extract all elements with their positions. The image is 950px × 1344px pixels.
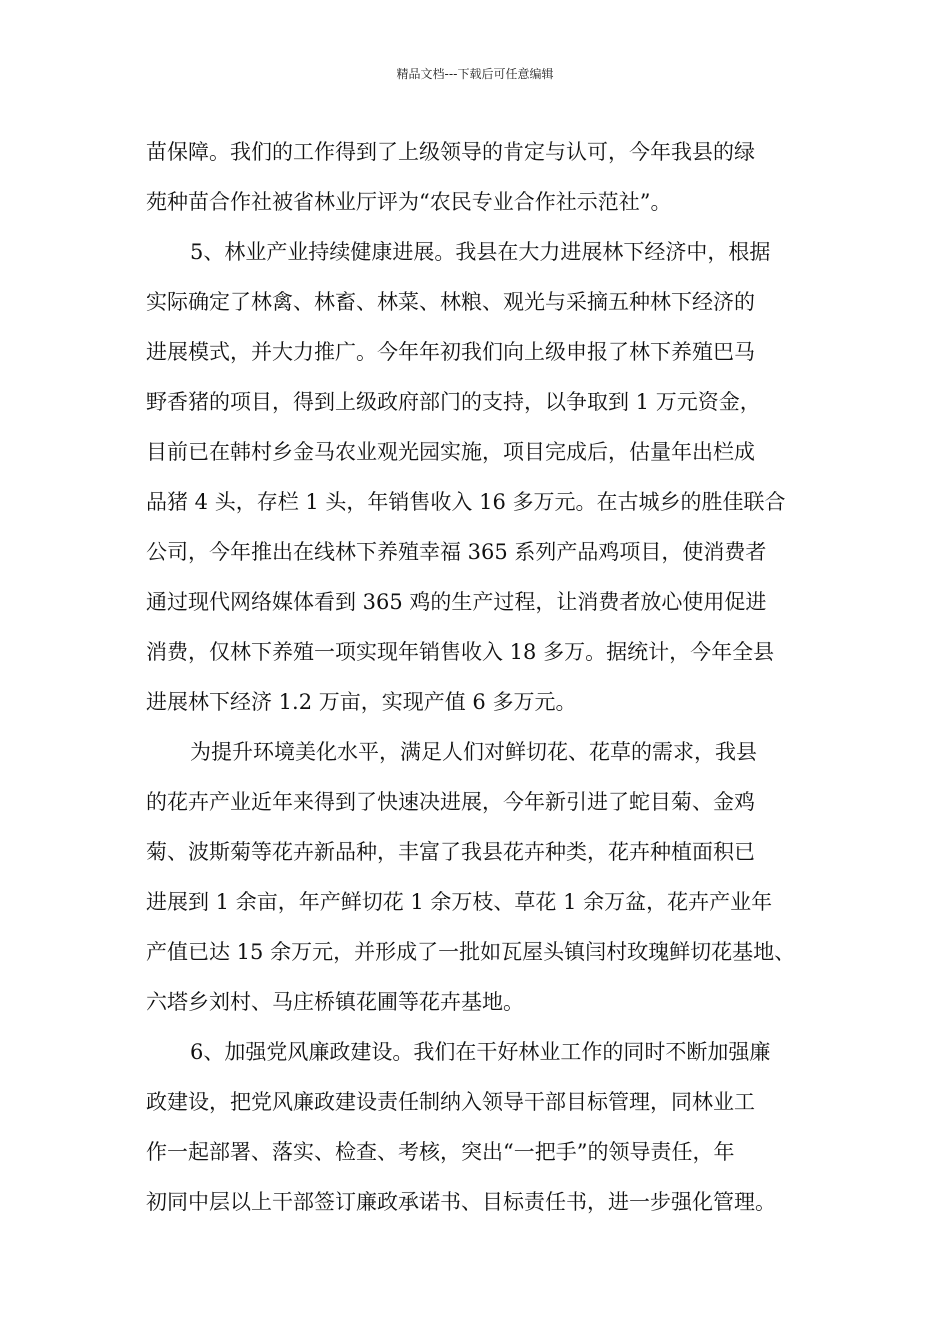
text-line: 目前已在韩村乡金马农业观光园实施，项目完成后，估量年出栏成: [146, 440, 755, 464]
text-line: 政建设，把党风廉政建设责任制纳入领导干部目标管理，同林业工: [146, 1090, 755, 1114]
text-line: 消费，仅林下养殖一项实现年销售收入 18 多万。据统计，今年全县: [146, 640, 775, 664]
paragraph-start-line: 6、加强党风廉政建设。我们在干好林业工作的同时不断加强廉: [190, 1040, 771, 1064]
text-line: 通过现代网络媒体看到 365 鸡的生产过程，让消费者放心使用促进: [146, 590, 767, 614]
text-line: 公司，今年推出在线林下养殖幸福 365 系列产品鸡项目，使消费者: [146, 540, 767, 564]
paragraph-start-line: 5、林业产业持续健康进展。我县在大力进展林下经济中，根据: [190, 240, 771, 264]
text-line: 的花卉产业近年来得到了快速决进展，今年新引进了蛇目菊、金鸡: [146, 790, 755, 814]
text-line: 品猪 4 头，存栏 1 头，年销售收入 16 多万元。在古城乡的胜佳联合: [146, 490, 786, 514]
text-line: 进展模式，并大力推广。今年年初我们向上级申报了林下养殖巴马: [146, 340, 755, 364]
text-line: 野香猪的项目，得到上级政府部门的支持，以争取到 1 万元资金，: [146, 390, 761, 414]
text-line: 进展林下经济 1.2 万亩，实现产值 6 多万元。: [146, 690, 577, 714]
text-line: 六塔乡刘村、马庄桥镇花圃等花卉基地。: [146, 990, 524, 1014]
text-line: 苑种苗合作社被省林业厅评为“农民专业合作社示范社”。: [146, 190, 672, 214]
text-line: 进展到 1 余亩，年产鲜切花 1 余万枝、草花 1 余万盆，花卉产业年: [146, 890, 773, 914]
text-line: 产值已达 15 余万元，并形成了一批如瓦屋头镇闫村玫瑰鲜切花基地、: [146, 940, 796, 964]
text-line: 苗保障。我们的工作得到了上级领导的肯定与认可，今年我县的绿: [146, 140, 755, 164]
text-line: 菊、波斯菊等花卉新品种，丰富了我县花卉种类，花卉种植面积已: [146, 840, 755, 864]
text-line: 作一起部署、落实、检查、考核，突出“一把手”的领导责任，年: [146, 1140, 735, 1164]
text-line: 实际确定了林禽、林畜、林菜、林粮、观光与采摘五种林下经济的: [146, 290, 755, 314]
paragraph-start-line: 为提升环境美化水平，满足人们对鲜切花、花草的需求，我县: [190, 740, 757, 764]
page-header: 精品文档---下载后可任意编辑: [396, 67, 554, 81]
text-line: 初同中层以上干部签订廉政承诺书、目标责任书，进一步强化管理。: [146, 1190, 776, 1214]
